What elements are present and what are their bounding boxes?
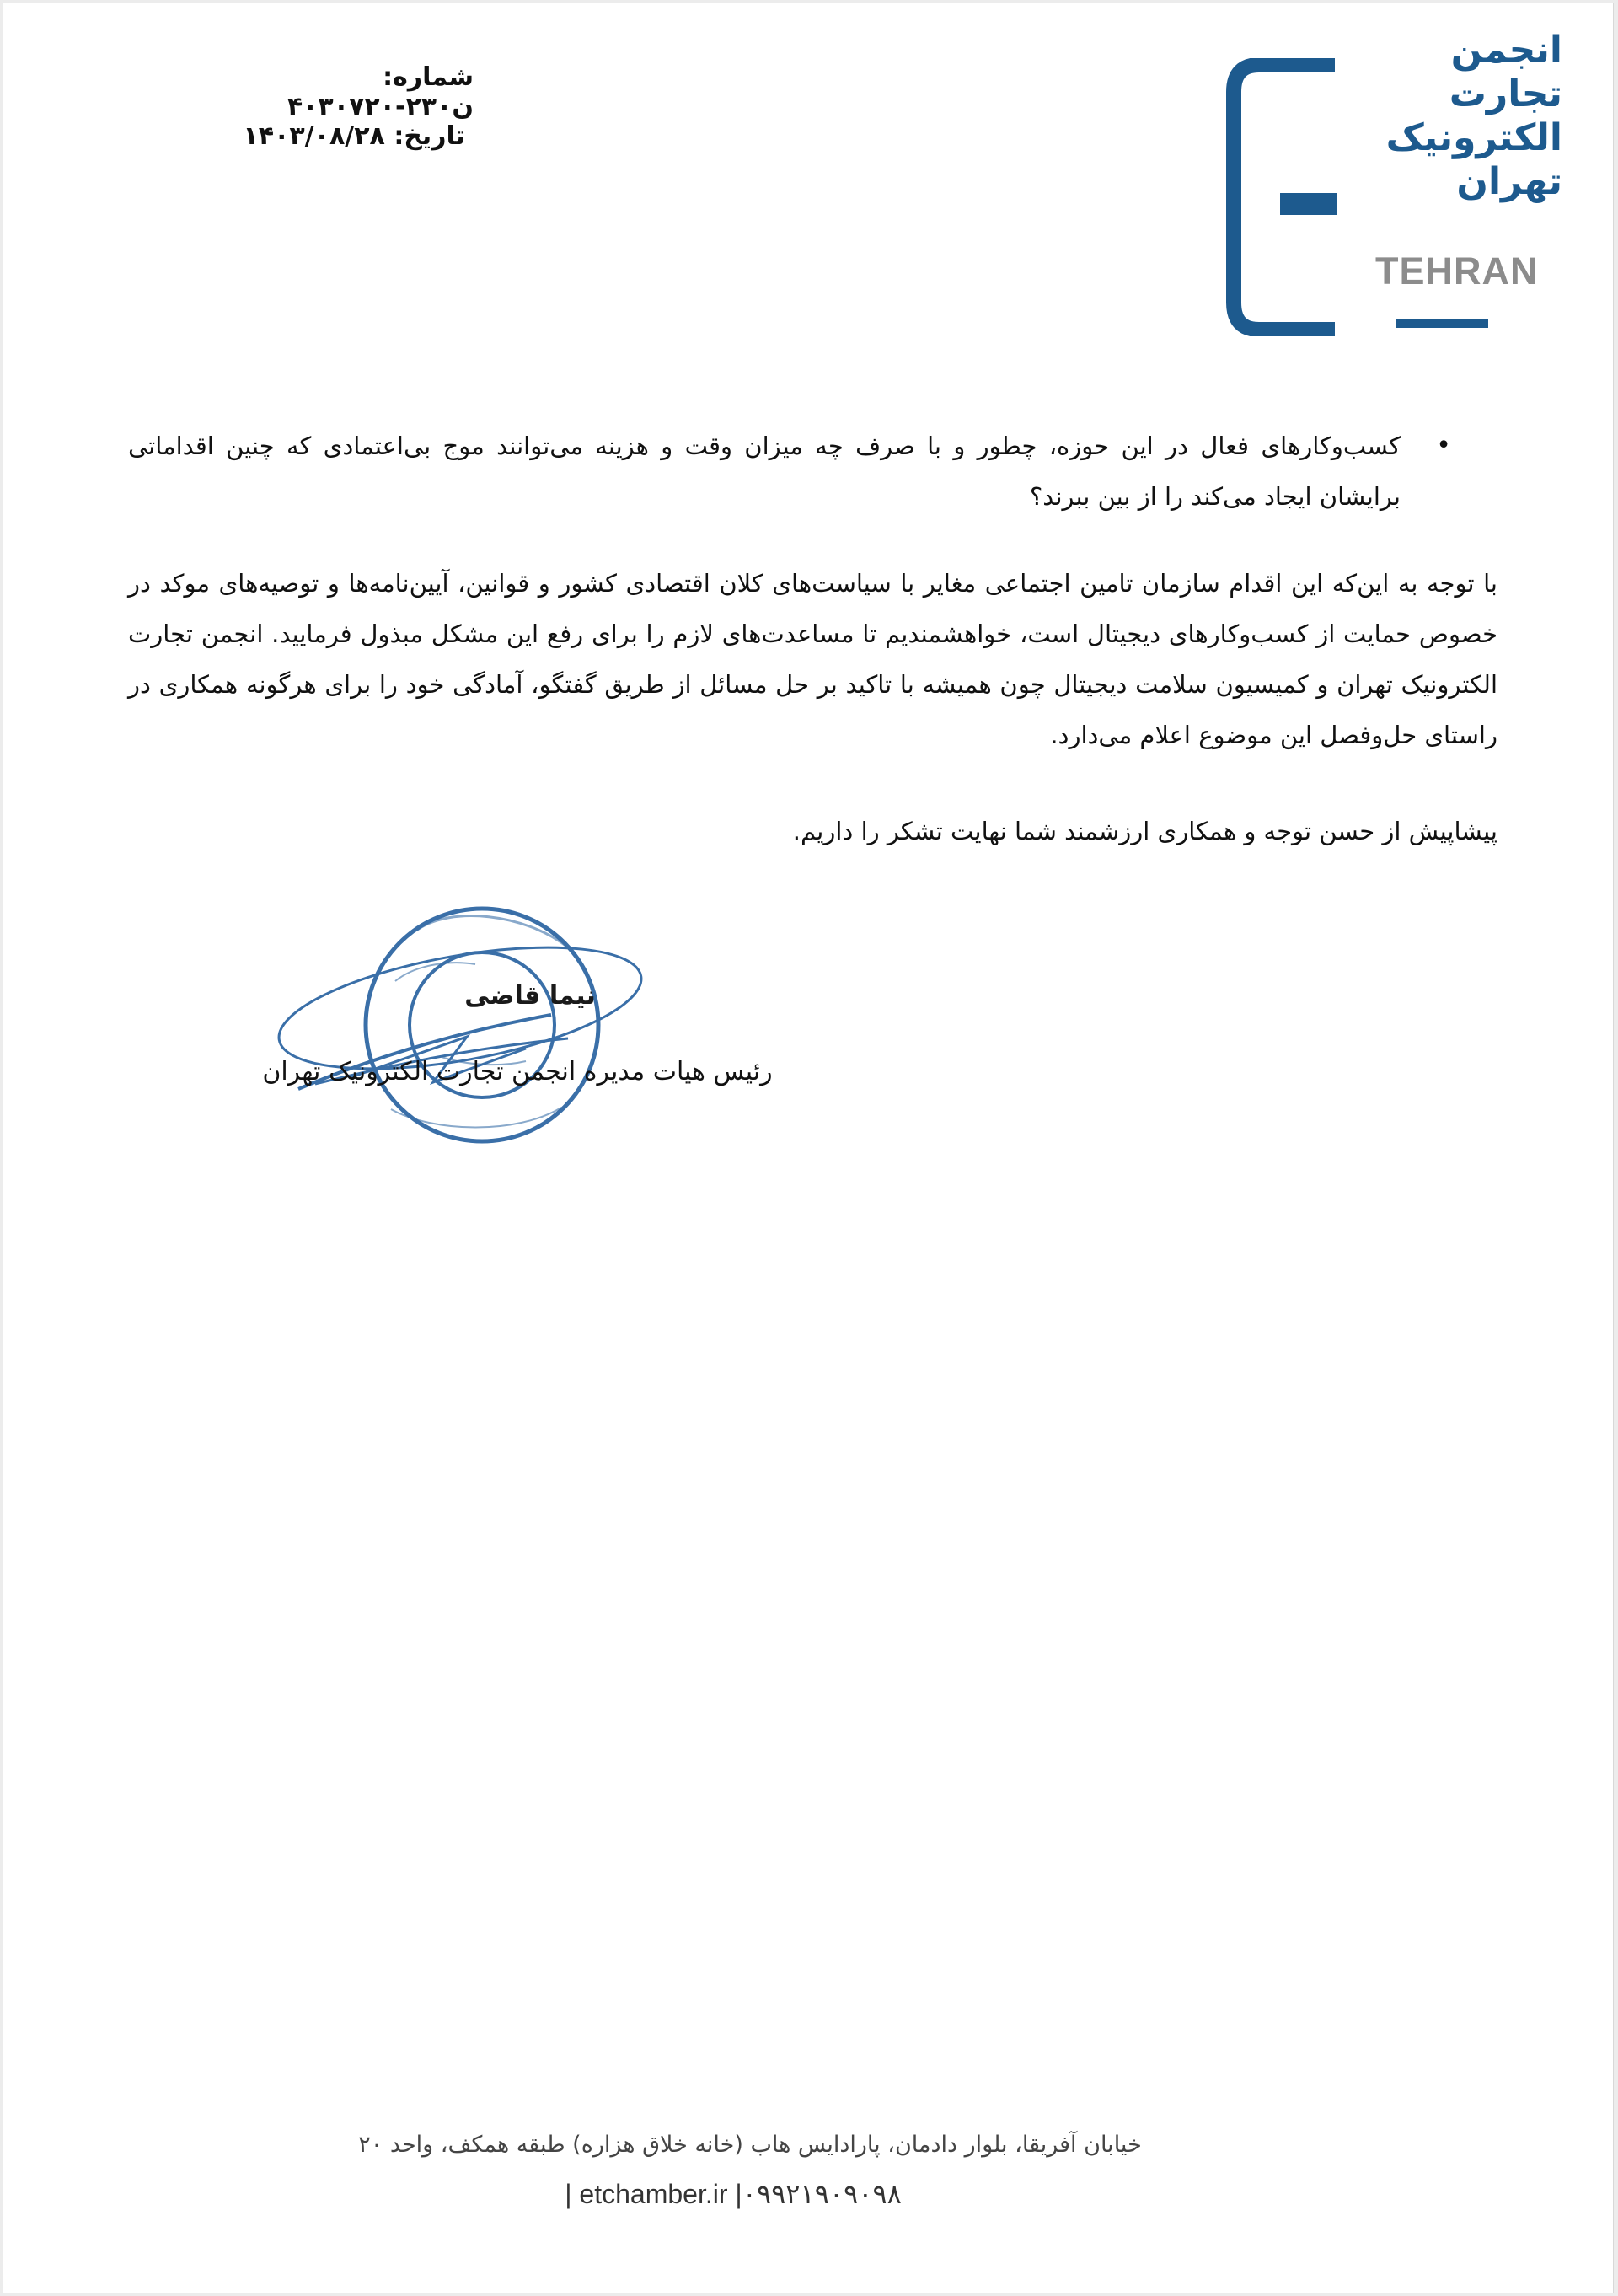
letter-date-value: ۱۴۰۳/۰۸/۲۸ [243, 121, 385, 151]
bullet-text: کسب‌وکارهای فعال در این حوزه، چطور و با صرف چه میزان وقت و هزینه می‌توانند موج بی‌اعتمادی که چنین اقداماتی برایشان ایجاد می‌کند را از بین ببرند؟ [128, 432, 1401, 511]
logo-underline [1396, 319, 1488, 328]
official-stamp-icon [248, 888, 821, 1150]
logo-line-1: انجمن [1450, 29, 1562, 72]
letter-number-value: ن۲۳۰-۴۰۳۰۷۲۰ [287, 92, 474, 121]
logo-latin-name: TEHRAN [1375, 249, 1539, 292]
letter-date [204, 121, 465, 151]
signature-block [248, 888, 821, 1150]
bullet-item [128, 421, 1451, 522]
signer-name: نیما قاضی [464, 981, 596, 1011]
footer-address: خیابان آفریقا، بلوار دادمان، پارادایس هاب (خانه خلاق هزاره) طبقه همکف، واحد ۲۰ [358, 2132, 1142, 2158]
letter-page [3, 3, 1613, 2293]
letter-number-label: شماره: [383, 62, 474, 92]
logo-line-4: تهران [1456, 160, 1562, 203]
main-paragraph: با توجه به این‌که این اقدام سازمان تامین اجتماعی مغایر با سیاست‌های کلان اقتصادی کشور و قوانین، آیین‌نامه‌ها و توصیه‌های موکد در خصوص حمایت از کسب‌وکارهای دیجیتال است، خواهشمندیم تا مساعدت‌های لازم را برای رفع این مشکل مبذول فرمایید. انجمن تجارت الکترونیک تهران و کمیسیون سلامت دیجیتال چون همیشه با تاکید بر حل مسائل از طریق گفتگو، آمادگی خود را برای هرگونه همکاری در راستای حل‌وفصل این موضوع اعلام می‌دارد. [128, 569, 1497, 749]
bullet-dot-icon: • [1436, 431, 1451, 460]
logo-line-2: تجارت [1449, 72, 1562, 115]
letter-number [204, 62, 474, 121]
logo-e-mark-icon [1225, 58, 1339, 336]
logo-persian-name [1373, 29, 1562, 204]
closing-line: پیشاپیش از حسن توجه و همکاری ارزشمند شما نهایت تشکر را داریم. [792, 817, 1497, 845]
letter-date-label: تاریخ: [394, 121, 465, 151]
organization-logo [1225, 29, 1562, 341]
signer-title: رئیس هیات مدیره انجمن تجارت الکترونیک تهران [262, 1057, 773, 1086]
logo-line-3: الکترونیک [1385, 116, 1562, 159]
footer-contact: | etchamber.ir |۰۹۹۲۱۹۰۹۰۹۸ [565, 2179, 902, 2209]
